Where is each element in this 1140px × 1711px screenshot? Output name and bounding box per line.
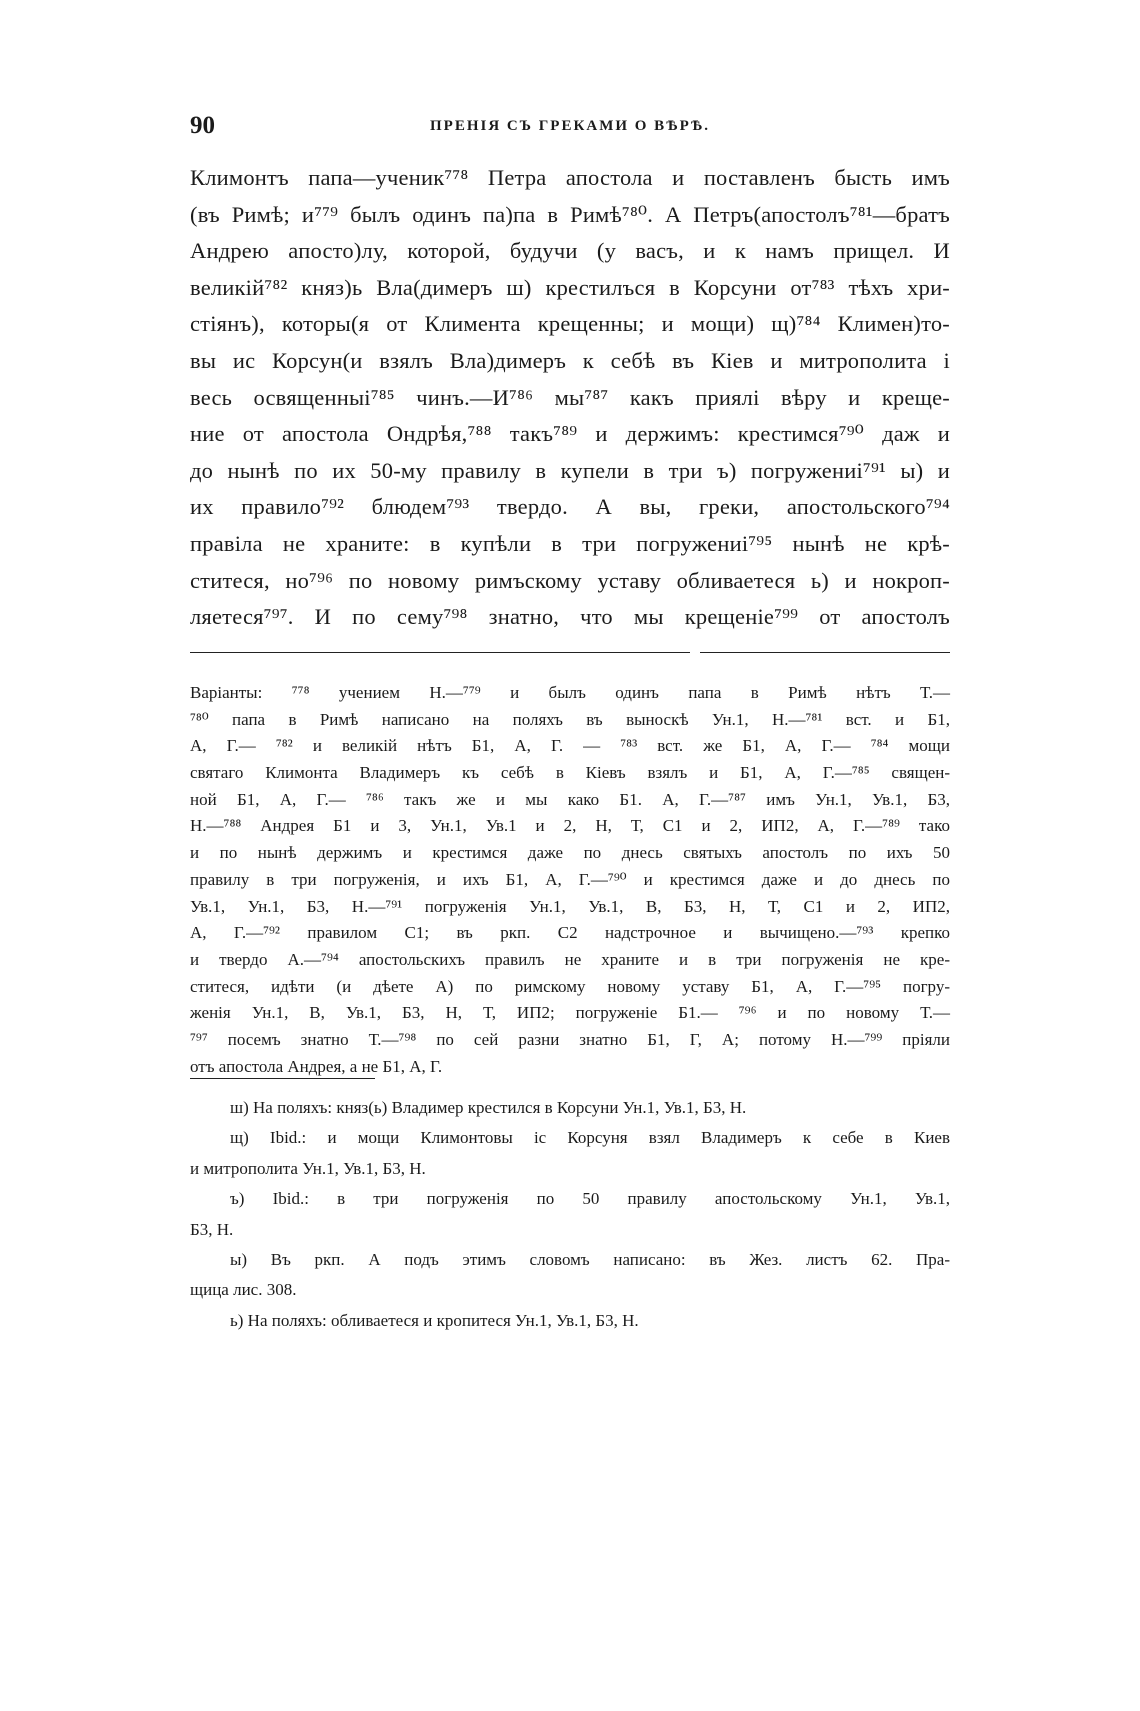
variant-line: ститеся, идѣти (и дѣете А) по римскому новому уставу Б1, А, Г.—⁷⁹⁵ погру- [190, 976, 950, 996]
footnote-line: Б3, Н. [190, 1219, 234, 1239]
footnote-line: ь) На поляхъ: обливаетеся и кропитеся Ун.1, Ув.1, Б3, Н. [230, 1310, 639, 1330]
footnote-line: и митрополита Ун.1, Ув.1, Б3, Н. [190, 1158, 426, 1178]
running-title: ПРЕНІЯ СЪ ГРЕКАМИ О ВѢРѢ. [429, 118, 711, 134]
variant-line: святаго Климонта Владимеръ къ себѣ в Кіевъ взялъ и Б1, А, Г.—⁷⁸⁵ священ- [190, 763, 950, 783]
variant-line: ⁷⁸⁰ папа в Римѣ написано на поляхъ въ выноскѣ Ун.1, Н.—⁷⁸¹ вст. и Б1, [190, 709, 950, 729]
main-text-line: их правило⁷⁹² блюдем⁷⁹³ твердо. А вы, греки, апостольского⁷⁹⁴ [190, 494, 950, 520]
variant-line: Н.—⁷⁸⁸ Андрея Б1 и 3, Ун.1, Ув.1 и 2, Н, Т, С1 и 2, ИП2, А, Г.—⁷⁸⁹ тако [190, 816, 950, 836]
footnote-line: ы) Въ ркп. А подъ этимъ словомъ написано: въ Жез. листъ 62. Пра- [230, 1249, 950, 1269]
main-text-line: ние от апостола Ондрѣя,⁷⁸⁸ такъ⁷⁸⁹ и держимъ: крестимся⁷⁹⁰ даж и [190, 421, 950, 447]
page-header [190, 112, 950, 142]
variant-line: Варіанты: ⁷⁷⁸ учением Н.—⁷⁷⁹ и былъ одинъ папа в Римѣ нѣтъ Т.— [190, 683, 950, 702]
variant-line: и по нынѣ держимъ и крестимся даже по днесь святыхъ апостолъ по ихъ 50 [190, 843, 950, 863]
main-text-divider-left [190, 652, 690, 653]
variant-line: женія Ун.1, В, Ув.1, Б3, Н, Т, ИП2; погруженіе Б1.— ⁷⁹⁶ и по новому Т.— [190, 1003, 950, 1023]
main-text-line: вы ис Корсун(и взялъ Вла)димеръ к себѣ въ Кіев и митрополита і [190, 347, 950, 373]
variants-apparatus [190, 680, 950, 1080]
variant-line: отъ апостола Андрея, а не Б1, А, Г. [190, 1056, 443, 1076]
main-text-line: до нынѣ по их 50-му правилу в купели в три ъ) погружениі⁷⁹¹ ы) и [190, 457, 950, 483]
main-text-line: ститеся, но⁷⁹⁶ по новому римъскому уставу обливаетеся ь) и нокроп- [190, 567, 950, 593]
page-number: 90 [190, 112, 215, 139]
variant-line: А, Г.—⁷⁹² правилом С1; въ ркп. С2 надстрочное и вычищено.—⁷⁹³ крепко [190, 923, 950, 943]
main-text-line: Климонтъ папа—ученик⁷⁷⁸ Петра апостола и поставленъ бысть имъ [190, 165, 950, 190]
main-text-divider-right [700, 652, 950, 653]
variant-line: и твердо А.—⁷⁹⁴ апостольскихъ правилъ не храните и в три погруженія не кре- [190, 949, 950, 969]
main-text-line: Андрею апосто)лу, которой, будучи (у васъ, и к намъ прищел. И [190, 238, 950, 264]
main-text-line: великій⁷⁸² княз)ь Вла(димеръ ш) крестилъся в Корсуни от⁷⁸³ тѣхъ хри- [190, 274, 950, 300]
footnote-line: щица лис. 308. [190, 1280, 297, 1300]
variant-line: Ув.1, Ун.1, Б3, Н.—⁷⁹¹ погруженія Ун.1, Ув.1, В, Б3, Н, Т, С1 и 2, ИП2, [190, 896, 950, 916]
footnote-line: ш) На поляхъ: княз(ь) Владимер крестился в Корсуни Ун.1, Ув.1, Б3, Н. [230, 1098, 747, 1117]
footnote-divider [190, 1078, 375, 1079]
variant-line: ⁷⁹⁷ посемъ знатно Т.—⁷⁹⁸ по сей разни знатно Б1, Г, А; потому Н.—⁷⁹⁹ пріяли [190, 1029, 950, 1049]
footnotes-block [190, 1093, 950, 1336]
main-text-line: (въ Римѣ; и⁷⁷⁹ былъ одинъ па)па в Римѣ⁷⁸⁰. А Петръ(апостолъ⁷⁸¹—братъ [190, 201, 950, 227]
main-text-line: правіла не храните: в купѣли в три погружениі⁷⁹⁵ нынѣ не крѣ- [190, 530, 950, 556]
variant-line: А, Г.— ⁷⁸² и великій нѣтъ Б1, А, Г. — ⁷⁸³ вст. же Б1, А, Г.— ⁷⁸⁴ мощи [190, 736, 950, 756]
main-text-line: ляетеся⁷⁹⁷. И по сему⁷⁹⁸ знатно, что мы крещеніе⁷⁹⁹ от апостолъ [190, 604, 950, 630]
variant-line: ной Б1, А, Г.— ⁷⁸⁶ такъ же и мы како Б1. А, Г.—⁷⁸⁷ имъ Ун.1, Ув.1, Б3, [190, 789, 950, 809]
main-text-line: стіянъ), которы(я от Климента крещенны; и мощи) щ)⁷⁸⁴ Климен)то- [190, 311, 950, 337]
footnote-line: ъ) Ibid.: в три погруженія по 50 правилу апостольскому Ун.1, Ув.1, [230, 1189, 950, 1209]
variant-line: правилу в три погруженія, и ихъ Б1, А, Г.—⁷⁹⁰ и крестимся даже и до днесь по [190, 869, 950, 889]
main-text-line: весь освященныі⁷⁸⁵ чинъ.—И⁷⁸⁶ мы⁷⁸⁷ какъ приялі вѣру и креще- [190, 384, 950, 410]
footnote-line: щ) Ibid.: и мощи Климонтовы іс Корсуня взял Владимеръ к себе в Киев [230, 1128, 950, 1148]
main-text-block [190, 160, 950, 636]
